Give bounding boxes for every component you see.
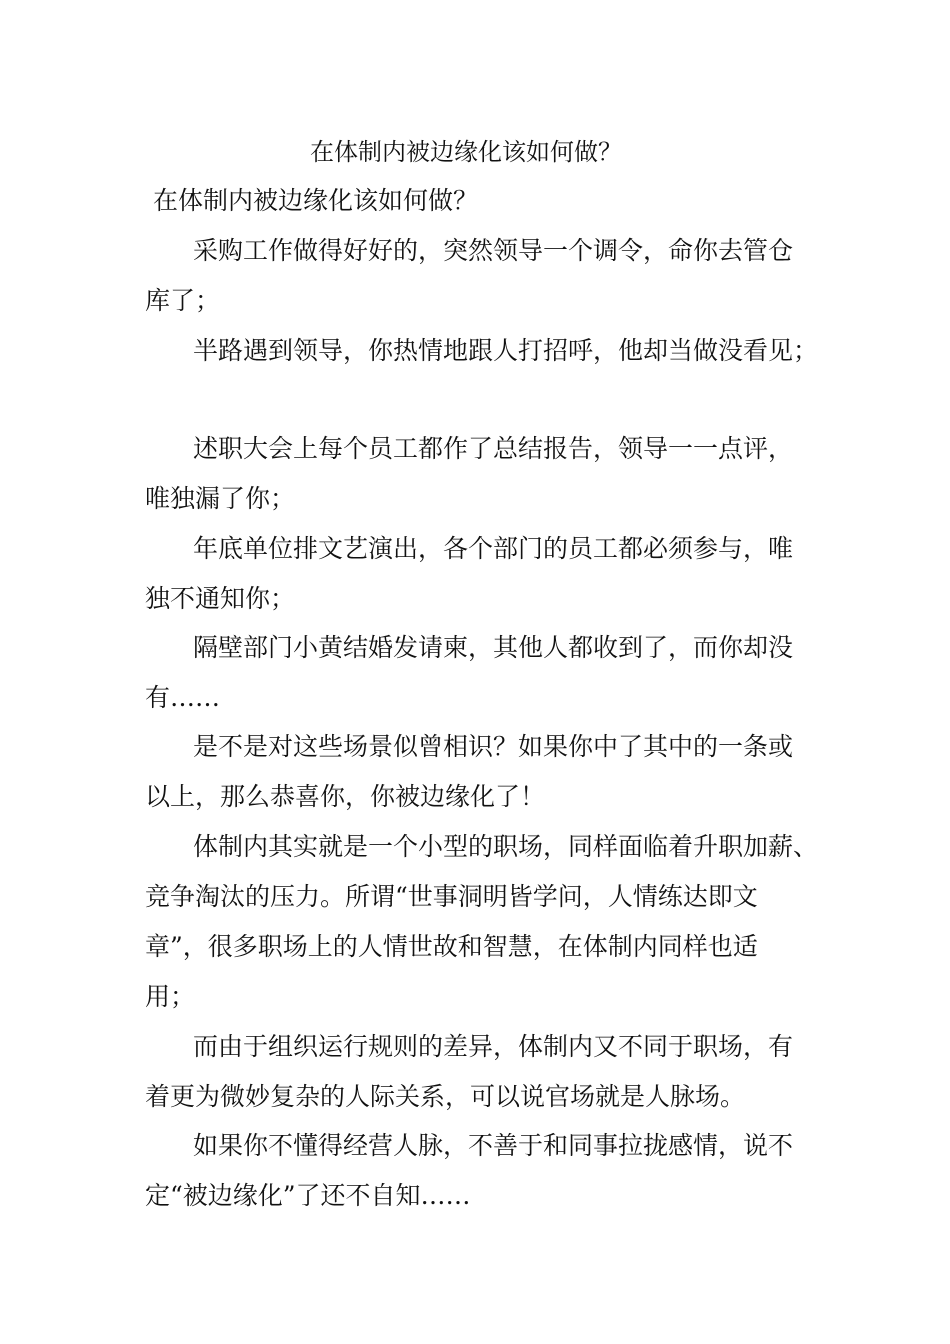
paragraph-line: 章”，很多职场上的人情世故和智慧，在体制内同样也适 <box>145 932 758 961</box>
document-title: 在体制内被边缘化该如何做？ <box>310 138 622 166</box>
paragraph-line: 年底单位排文艺演出，各个部门的员工都必须参与，唯 <box>193 534 794 563</box>
paragraph-line: 采购工作做得好好的，突然领导一个调令，命你去管仓 <box>193 236 794 265</box>
paragraph-line: 着更为微妙复杂的人际关系，可以说官场就是人脉场。 <box>145 1082 746 1111</box>
document-subtitle: 在体制内被边缘化该如何做？ <box>153 186 479 215</box>
paragraph-line: 竞争淘汰的压力。所谓“世事洞明皆学问，人情练达即文 <box>145 882 758 911</box>
paragraph-line: 半路遇到领导，你热情地跟人打招呼，他却当做没看见； <box>193 336 819 365</box>
paragraph-line: 如果你不懂得经营人脉，不善于和同事拉拢感情，说不 <box>193 1131 794 1160</box>
paragraph-line: 是不是对这些场景似曾相识？如果你中了其中的一条或 <box>193 732 794 761</box>
paragraph-line: 独不通知你； <box>145 584 296 613</box>
paragraph-line: 以上，那么恭喜你，你被边缘化了！ <box>145 782 546 811</box>
paragraph-line: 唯独漏了你； <box>145 484 296 513</box>
paragraph-line: 隔壁部门小黄结婚发请柬，其他人都收到了，而你却没 <box>193 633 794 662</box>
paragraph-line: 定“被边缘化”了还不自知…… <box>145 1181 471 1210</box>
paragraph-line: 库了； <box>145 286 221 315</box>
paragraph-line: 用； <box>145 982 196 1011</box>
paragraph-line: 述职大会上每个员工都作了总结报告，领导一一点评， <box>193 434 794 463</box>
paragraph-line: 而由于组织运行规则的差异，体制内又不同于职场，有 <box>193 1032 794 1061</box>
paragraph-line: 体制内其实就是一个小型的职场，同样面临着升职加薪、 <box>193 832 819 861</box>
paragraph-line: 有…… <box>145 683 221 712</box>
